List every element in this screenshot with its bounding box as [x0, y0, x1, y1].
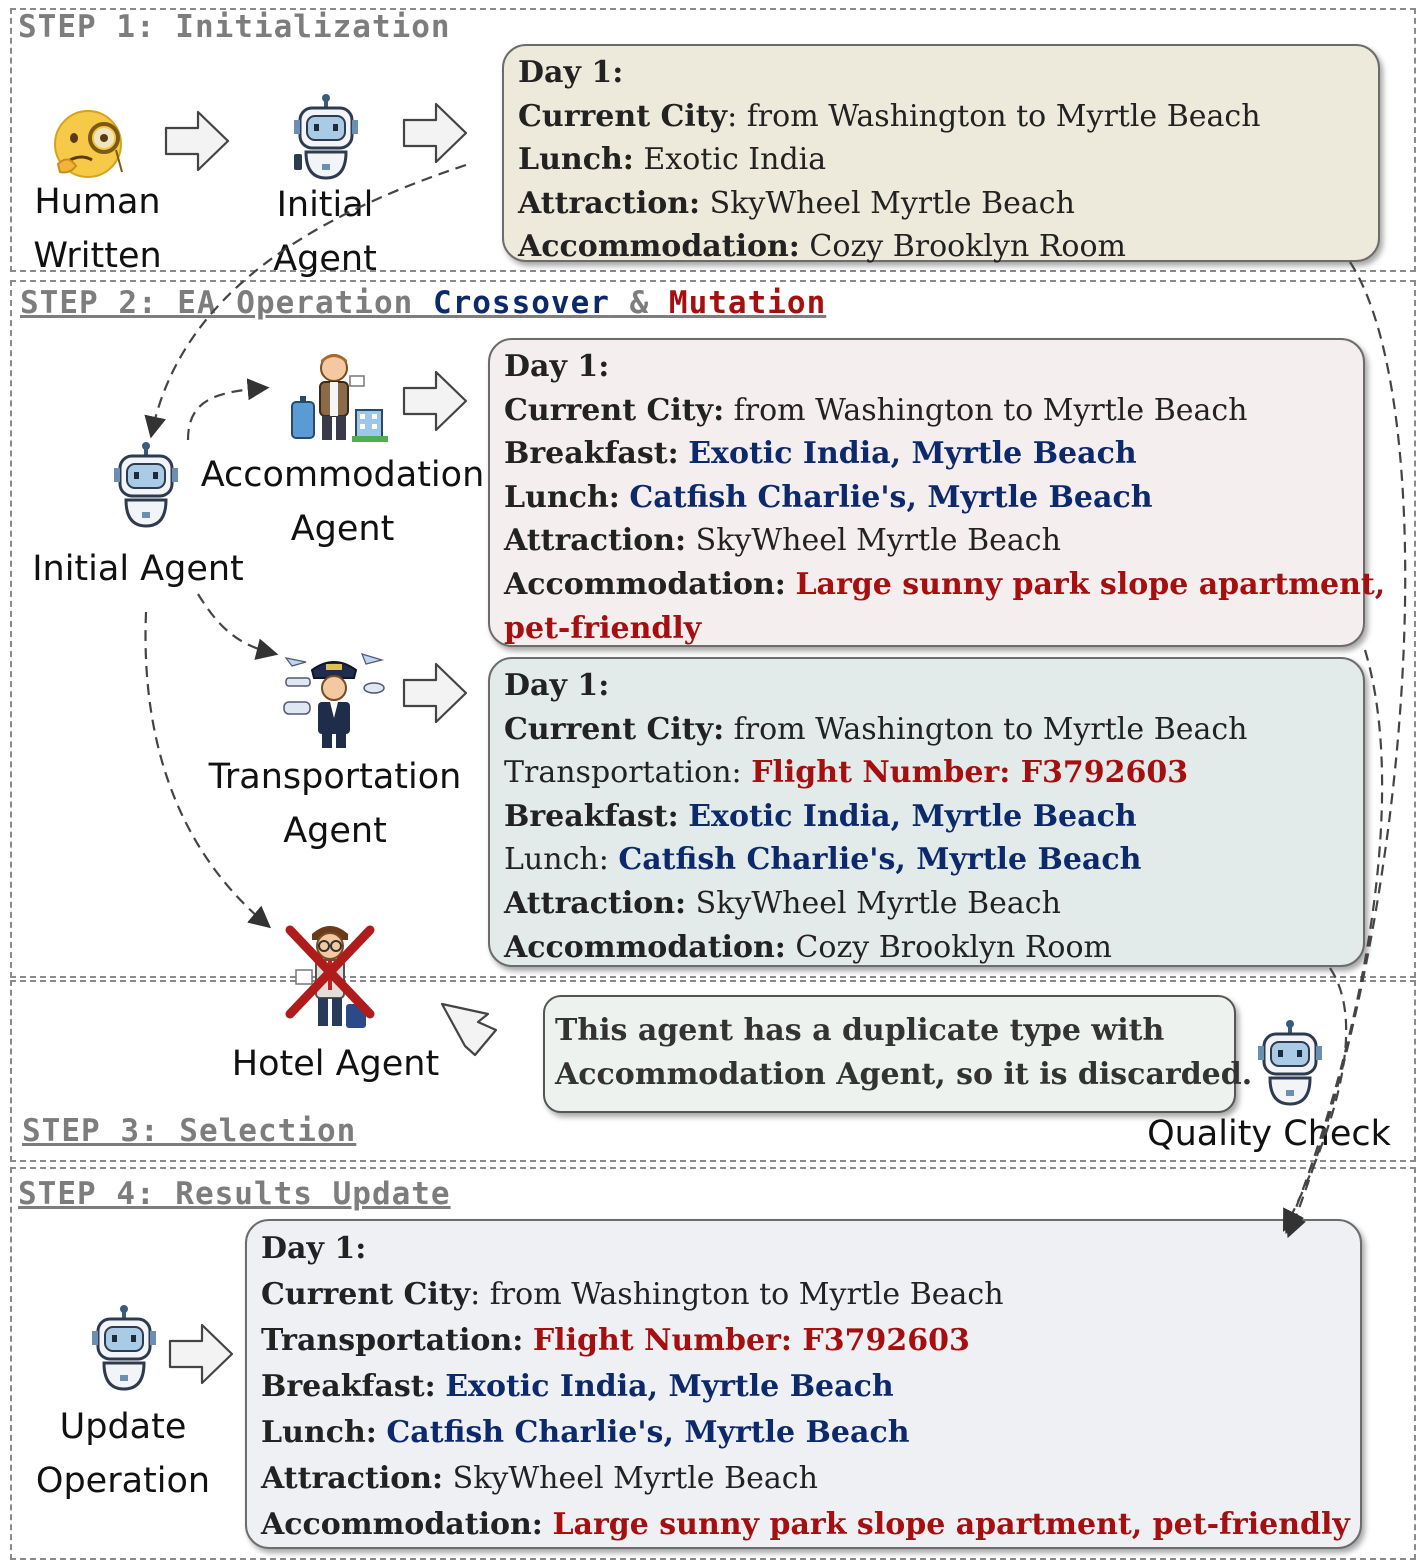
human-written-label: Human Written [33, 182, 162, 276]
arrow-icon [404, 104, 466, 162]
plan-attraction: Attraction: SkyWheel Myrtle Beach [504, 523, 1061, 559]
step2-title-prefix: STEP 2: EA Operation [20, 285, 433, 321]
plan-lunch: Lunch: Exotic India [518, 142, 827, 178]
plan-day: Day 1: [518, 55, 624, 90]
plan-transportation: Transportation: Flight Number: F3792603 [261, 1323, 970, 1358]
plan-transportation: Transportation: Flight Number: F3792603 [504, 755, 1189, 791]
plan-day: Day 1: [504, 349, 610, 384]
plan-city: Current City: from Washington to Myrtle Beach [261, 1277, 1004, 1312]
connector-panel3-to-result [1286, 968, 1346, 1226]
plan-city: Current City: from Washington to Myrtle Beach [518, 98, 1261, 134]
plan-breakfast: Breakfast: Exotic India, Myrtle Beach [261, 1369, 894, 1404]
amp-label: & [609, 285, 669, 321]
plan-accommodation: Accommodation: Large sunny park slope apartment, pet-friendly [261, 1507, 1350, 1542]
initial-agent-label-step2: Initial Agent [32, 549, 244, 589]
plan-breakfast: Breakfast: Exotic India, Myrtle Beach [504, 436, 1137, 472]
mutation-label: Mutation [668, 285, 827, 321]
connector-panel1-to-result [1290, 262, 1405, 1232]
plan-day: Day 1: [261, 1231, 367, 1266]
plan-lunch: Lunch: Catfish Charlie's, Myrtle Beach [504, 842, 1142, 878]
hotel-agent-label: Hotel Agent [231, 1044, 440, 1084]
transportation-agent-label: Transportation Agent [208, 757, 462, 851]
plan-city: Current City: from Washington to Myrtle Beach [504, 711, 1248, 747]
arrow-icon [442, 1004, 496, 1055]
plan-accommodation: Accommodation: Large sunny park slope apartment, [504, 566, 1386, 602]
connector-to-transportation [198, 594, 272, 653]
step4-title: STEP 4: Results Update [18, 1176, 451, 1212]
arrow-icon [404, 372, 466, 430]
connector-to-accommodation [188, 388, 263, 440]
plan-lunch: Lunch: Catfish Charlie's, Myrtle Beach [261, 1415, 910, 1450]
crossover-label: Crossover [432, 285, 610, 321]
plan-attraction: Attraction: SkyWheel Myrtle Beach [518, 185, 1075, 221]
plan-accommodation: Accommodation: Cozy Brooklyn Room [518, 229, 1126, 265]
connector-panel2-to-result [1288, 650, 1382, 1228]
accommodation-agent-label: Accommodation Agent [200, 455, 485, 549]
arrow-icon [166, 112, 228, 170]
step1-title: STEP 1: Initialization [18, 9, 451, 45]
plan-breakfast: Breakfast: Exotic India, Myrtle Beach [504, 798, 1137, 834]
plan-city: Current City: from Washington to Myrtle Beach [504, 392, 1248, 428]
plan-accommodation-cont: pet-friendly [504, 610, 702, 646]
message-line-2: Accommodation Agent, so it is discarded. [555, 1057, 1253, 1092]
arrow-icon [404, 664, 466, 722]
update-operation-label: Update Operation [35, 1407, 211, 1501]
plan-lunch: Lunch: Catfish Charlie's, Myrtle Beach [504, 479, 1153, 515]
step3-title: STEP 3: Selection [22, 1113, 357, 1149]
plan-attraction: Attraction: SkyWheel Myrtle Beach [261, 1461, 818, 1496]
message-line-1: This agent has a duplicate type with [555, 1013, 1165, 1048]
initial-agent-label-step1: Initial Agent [273, 185, 377, 279]
connector-to-hotel [146, 612, 266, 924]
plan-accommodation: Accommodation: Cozy Brooklyn Room [504, 929, 1112, 965]
plan-day: Day 1: [504, 668, 610, 703]
arrow-icon [170, 1325, 232, 1383]
plan-attraction: Attraction: SkyWheel Myrtle Beach [504, 885, 1061, 921]
quality-check-label: Quality Check [1147, 1114, 1391, 1154]
